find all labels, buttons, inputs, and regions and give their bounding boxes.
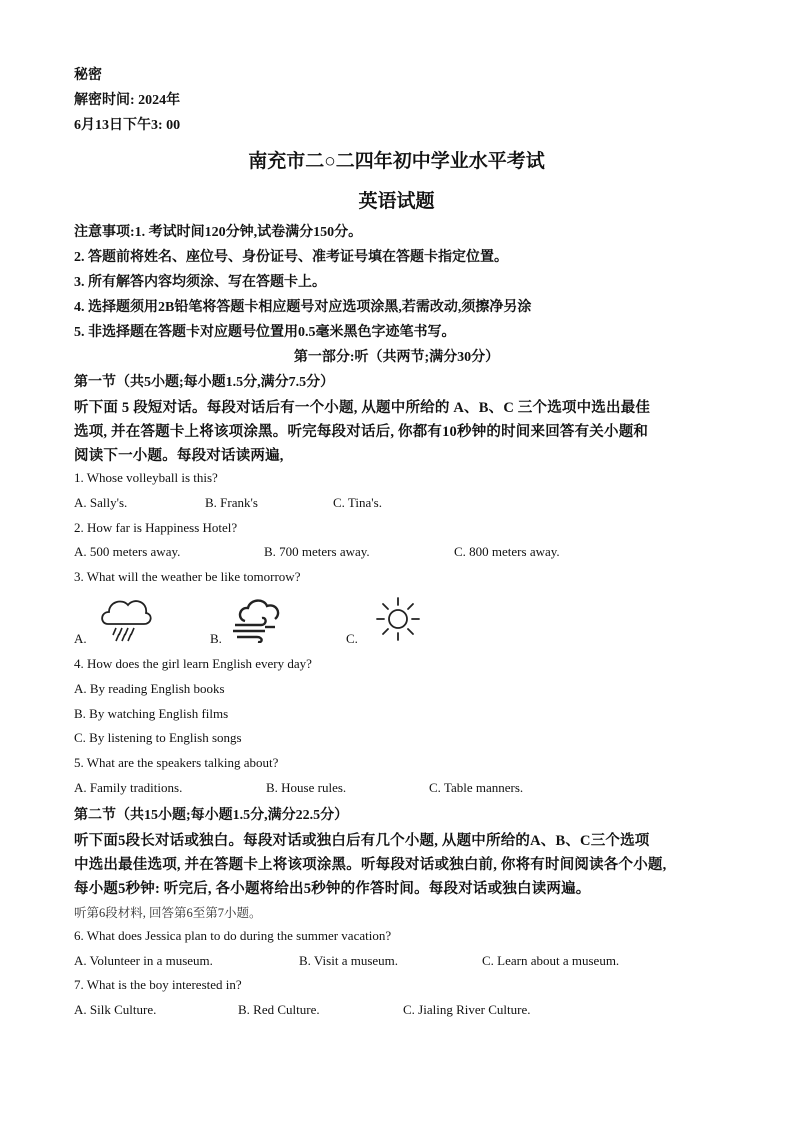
option-c: C. Learn about a museum. [482, 953, 620, 968]
part1-title: 第一部分:听（共两节;满分30分） [293, 350, 500, 365]
option-b: B. Frank's [205, 495, 258, 510]
question-5: 5. What are the speakers talking about? [74, 755, 279, 770]
option-c: C. Jialing River Culture. [403, 1002, 531, 1017]
option-b: B. Red Culture. [238, 1002, 320, 1017]
option-a: A. Silk Culture. [74, 1002, 157, 1017]
rain-cloud-icon [98, 594, 154, 644]
option-b: B. By watching English films [74, 706, 229, 721]
decrypt-time-line-1: 解密时间: 2024年 [74, 93, 181, 108]
exam-title: 南充市二○二四年初中学业水平考试 [248, 151, 545, 172]
question-3: 3. What will the weather be like tomorrow? [74, 569, 301, 584]
section2-instruction: 每小题5秒钟: 听完后, 各小题将给出5秒钟的作答时间。每段对话或独白读两遍。 [74, 881, 591, 897]
sun-icon [375, 596, 421, 642]
question-7: 7. What is the boy interested in? [74, 977, 242, 992]
note-line: 2. 答题前将姓名、座位号、身份证号、准考证号填在答题卡指定位置。 [74, 250, 508, 265]
option-c: C. By listening to English songs [74, 730, 242, 745]
section1-instruction: 阅读下一小题。每段对话读两遍, [74, 448, 284, 464]
note-line: 5. 非选择题在答题卡对应题号位置用0.5毫米黑色字迹笔书写。 [74, 325, 456, 340]
option-c: C. Tina's. [333, 495, 382, 510]
decrypt-time-line-2: 6月13日下午3: 00 [74, 118, 181, 133]
option-a: A. 500 meters away. [74, 544, 181, 559]
section2-instruction: 听下面5段长对话或独白。每段对话或独白后有几个小题, 从题中所给的A、B、C三个选项 [74, 833, 650, 849]
section1-instruction: 听下面 5 段短对话。每段对话后有一个小题, 从题中所给的 A、B、C 三个选项中选出最佳 [74, 400, 651, 416]
note-line: 3. 所有解答内容均须涂、写在答题卡上。 [74, 275, 326, 290]
option-b: B. 700 meters away. [264, 544, 370, 559]
option-c: C. 800 meters away. [454, 544, 560, 559]
windy-cloud-icon [231, 597, 283, 643]
option-c: C. [346, 631, 358, 646]
exam-subtitle: 英语试题 [358, 191, 435, 212]
option-b: B. Visit a museum. [299, 953, 399, 968]
section2-instruction: 中选出最佳选项, 并在答题卡上将该项涂黑。听每段对话或独白前, 你将有时间阅读各个小题, [74, 857, 667, 873]
secret-label: 秘密 [74, 68, 102, 83]
option-b: B. House rules. [266, 780, 347, 795]
question-4: 4. How does the girl learn English every day? [74, 656, 312, 671]
option-b: B. [210, 631, 222, 646]
section1-instruction: 选项, 并在答题卡上将该项涂黑。听完每段对话后, 你都有10秒钟的时间来回答有关小题和 [74, 424, 649, 440]
option-a: A. Volunteer in a museum. [74, 953, 213, 968]
option-a: A. Family traditions. [74, 780, 183, 795]
note-line: 4. 选择题须用2B铅笔将答题卡相应题号对应选项涂黑,若需改动,须擦净另涂 [74, 300, 532, 315]
section2-title: 第二节（共15小题;每小题1.5分,满分22.5分） [74, 808, 349, 823]
option-a: A. [74, 631, 87, 646]
material-note: 听第6段材料, 回答第6至第7小题。 [74, 906, 262, 920]
note-line: 注意事项:1. 考试时间120分钟,试卷满分150分。 [74, 225, 363, 240]
option-a: A. Sally's. [74, 495, 128, 510]
question-1: 1. Whose volleyball is this? [74, 470, 218, 485]
section1-title: 第一节（共5小题;每小题1.5分,满分7.5分） [74, 375, 335, 390]
question-6: 6. What does Jessica plan to do during the summer vacation? [74, 928, 392, 943]
option-c: C. Table manners. [429, 780, 524, 795]
question-2: 2. How far is Happiness Hotel? [74, 520, 238, 535]
option-a: A. By reading English books [74, 681, 225, 696]
